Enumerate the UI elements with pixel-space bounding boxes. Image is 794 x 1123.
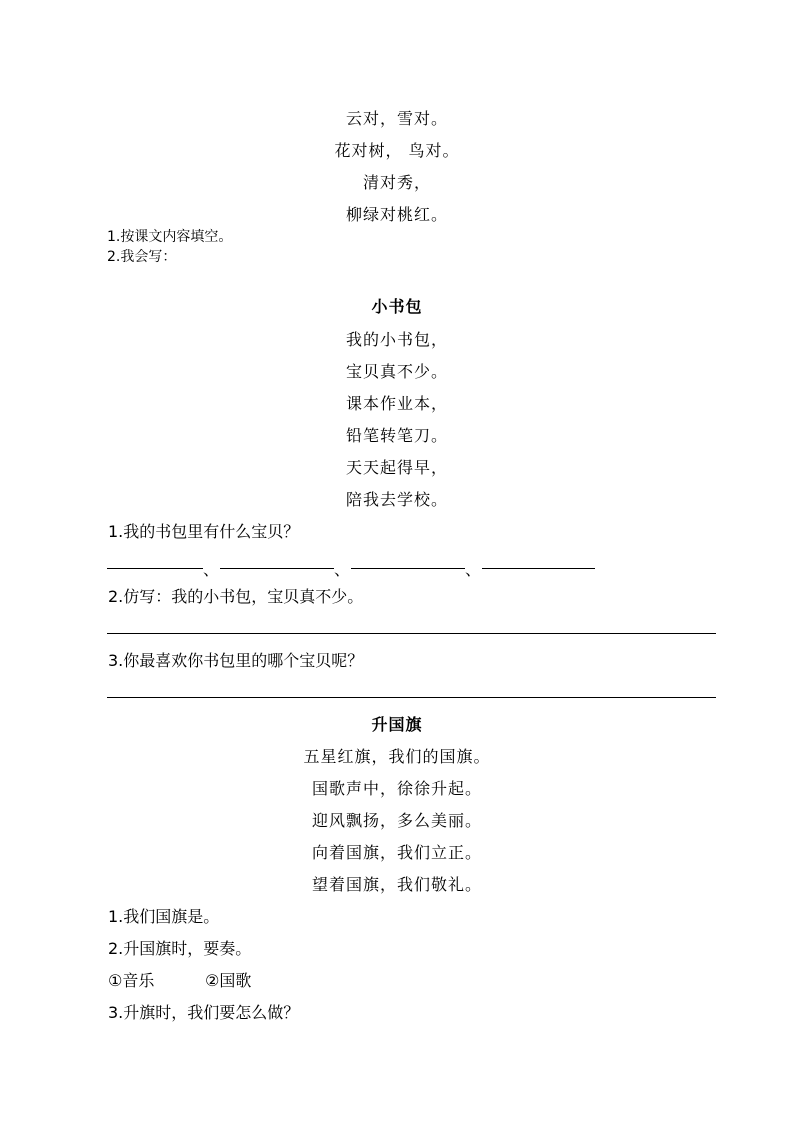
poem1-line-1: 云对，雪对。 xyxy=(345,109,448,128)
poem2-line-2: 宝贝真不少。 xyxy=(345,362,448,381)
option-music[interactable]: ①音乐 xyxy=(108,971,155,990)
poem1-line-4: 柳绿对桃红。 xyxy=(345,205,448,224)
blank-separator-1: 、 xyxy=(203,560,220,579)
answer-line-2[interactable] xyxy=(107,697,716,698)
answer-blank-3[interactable] xyxy=(351,568,465,569)
poem2-line-1: 我的小书包， xyxy=(345,330,448,349)
section2-question-1: 1.我的书包里有什么宝贝？ xyxy=(108,522,300,541)
section1-question-1: 1.按课文内容填空。 xyxy=(107,229,233,245)
poem1-line-3: 清对秀， xyxy=(362,173,431,192)
poem2-title: 小书包 xyxy=(371,297,423,316)
section2-question-2: 2.仿写：我的小书包，宝贝真不少。 xyxy=(108,587,364,606)
poem3-line-5: 望着国旗，我们敬礼。 xyxy=(311,875,482,894)
poem3-line-3: 迎风飘扬，多么美丽。 xyxy=(311,811,482,830)
poem3-line-4: 向着国旗，我们立正。 xyxy=(311,843,482,862)
option-anthem[interactable]: ②国歌 xyxy=(205,971,252,990)
answer-blank-4[interactable] xyxy=(482,568,595,569)
poem3-line-2: 国歌声中，徐徐升起。 xyxy=(311,779,482,798)
blank-separator-2: 、 xyxy=(334,560,351,579)
poem2-line-6: 陪我去学校。 xyxy=(345,490,448,509)
poem3-title: 升国旗 xyxy=(371,715,423,734)
section3-question-2: 2.升国旗时，要奏。 xyxy=(108,939,252,958)
poem1-line-2: 花对树， 鸟对。 xyxy=(334,141,460,160)
poem3-line-1: 五星红旗，我们的国旗。 xyxy=(303,747,491,766)
poem2-line-5: 天天起得早， xyxy=(345,458,448,477)
answer-blank-1[interactable] xyxy=(107,568,203,569)
section3-question-1: 1.我们国旗是。 xyxy=(108,907,220,926)
blank-separator-3: 、 xyxy=(465,560,482,579)
poem2-line-3: 课本作业本， xyxy=(345,394,448,413)
section2-question-3: 3.你最喜欢你书包里的哪个宝贝呢？ xyxy=(108,651,364,670)
section3-question-3: 3.升旗时，我们要怎么做？ xyxy=(108,1003,300,1022)
section1-question-2: 2.我会写： xyxy=(107,249,177,265)
poem2-line-4: 铅笔转笔刀。 xyxy=(345,426,448,445)
answer-line-1[interactable] xyxy=(107,633,716,634)
answer-blank-2[interactable] xyxy=(220,568,334,569)
